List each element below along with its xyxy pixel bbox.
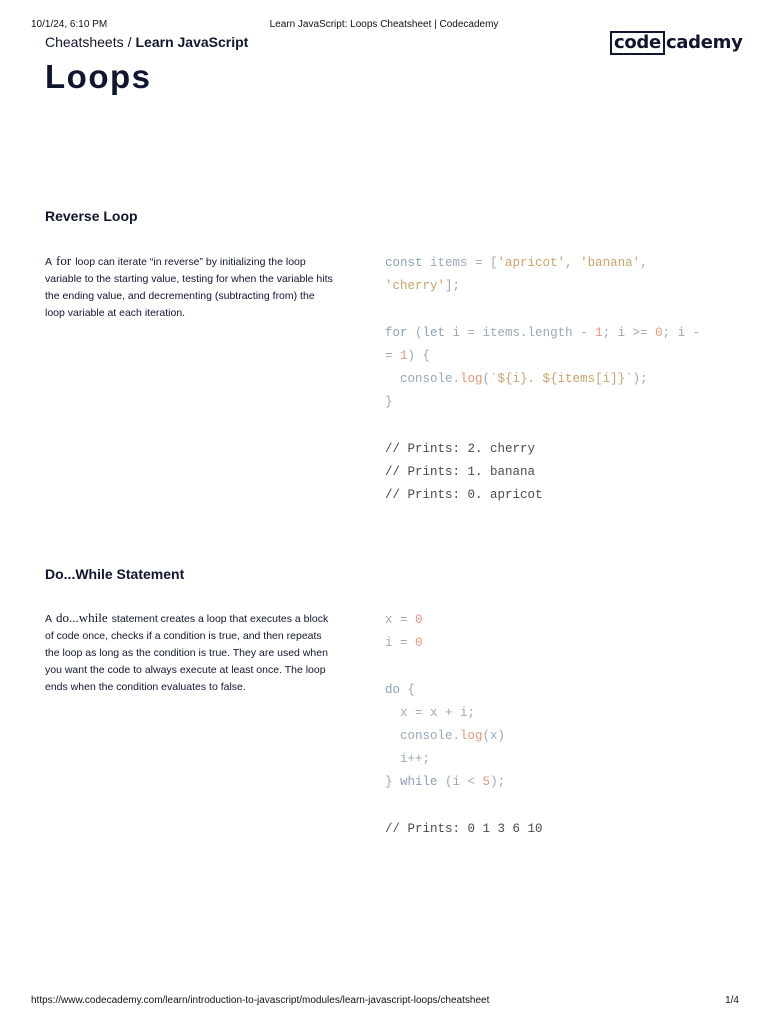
breadcrumb: [45, 34, 248, 50]
code-line: 'cherry'];: [385, 279, 461, 294]
inline-code-keyword: do...while: [56, 610, 108, 625]
breadcrumb-separator: /: [127, 34, 132, 50]
code-line: do {: [385, 682, 416, 697]
code-line: }: [385, 395, 393, 410]
code-line: console.log(`${i}. ${items[i]}`);: [385, 372, 648, 387]
code-line: // Prints: 0. apricot: [385, 488, 543, 503]
section-description-do-while: [45, 609, 337, 696]
print-page-title: Learn JavaScript: Loops Cheatsheet | Codecademy: [269, 19, 499, 30]
code-line: // Prints: 1. banana: [385, 464, 536, 479]
section-heading-reverse-loop: Reverse Loop: [45, 208, 138, 224]
page-title: Loops: [45, 58, 152, 95]
code-line: x = 0: [385, 613, 423, 627]
code-block-reverse-loop: [385, 252, 700, 507]
code-line: console.log(x): [385, 729, 506, 744]
breadcrumb-current-link[interactable]: Learn JavaScript: [135, 34, 249, 50]
code-line: // Prints: 0 1 3 6 10: [385, 821, 543, 836]
code-line: i = 0: [385, 636, 423, 651]
section-description-reverse-loop: [45, 252, 337, 322]
code-line: for (let i = items.length - 1; i >= 0; i -: [385, 325, 701, 340]
code-line: = 1) {: [385, 348, 431, 363]
desc-text-after: statement creates a loop that executes a block of code once, checks if a condition is true, and then repeats the loop as long as the condition is true. They are used when you want the code to always execute at least once. The loop ends when the condition evaluates to false.: [45, 613, 329, 693]
code-line: // Prints: 2. cherry: [385, 441, 536, 456]
desc-text-before: A: [45, 256, 53, 268]
code-line: } while (i < 5);: [385, 775, 506, 790]
logo-code-box: code: [610, 31, 665, 55]
print-date: 10/1/24, 6:10 PM: [31, 19, 108, 30]
desc-text-after: loop can iterate “in reverse” by initializing the loop variable to the starting value, testing for when the variable hits the ending value, and decrementing (subtracting from) the loop variable at each iteration.: [45, 256, 333, 319]
section-heading-do-while: Do...While Statement: [45, 566, 185, 582]
code-line: x = x + i;: [385, 705, 476, 720]
breadcrumb-cheatsheets-link[interactable]: Cheatsheets: [45, 34, 124, 50]
desc-text-before: A: [45, 613, 53, 625]
logo-cademy-text: cademy: [665, 32, 743, 53]
print-url: https://www.codecademy.com/learn/introduction-to-javascript/modules/learn-javascript-loops/cheatsheet: [31, 995, 490, 1006]
codecademy-logo[interactable]: [610, 31, 743, 55]
code-line: const items = ['apricot', 'banana',: [385, 256, 656, 270]
code-block-do-while: [385, 609, 543, 841]
inline-code-keyword: for: [56, 253, 72, 268]
code-line: i++;: [385, 752, 431, 767]
print-page-number: 1/4: [725, 995, 739, 1006]
